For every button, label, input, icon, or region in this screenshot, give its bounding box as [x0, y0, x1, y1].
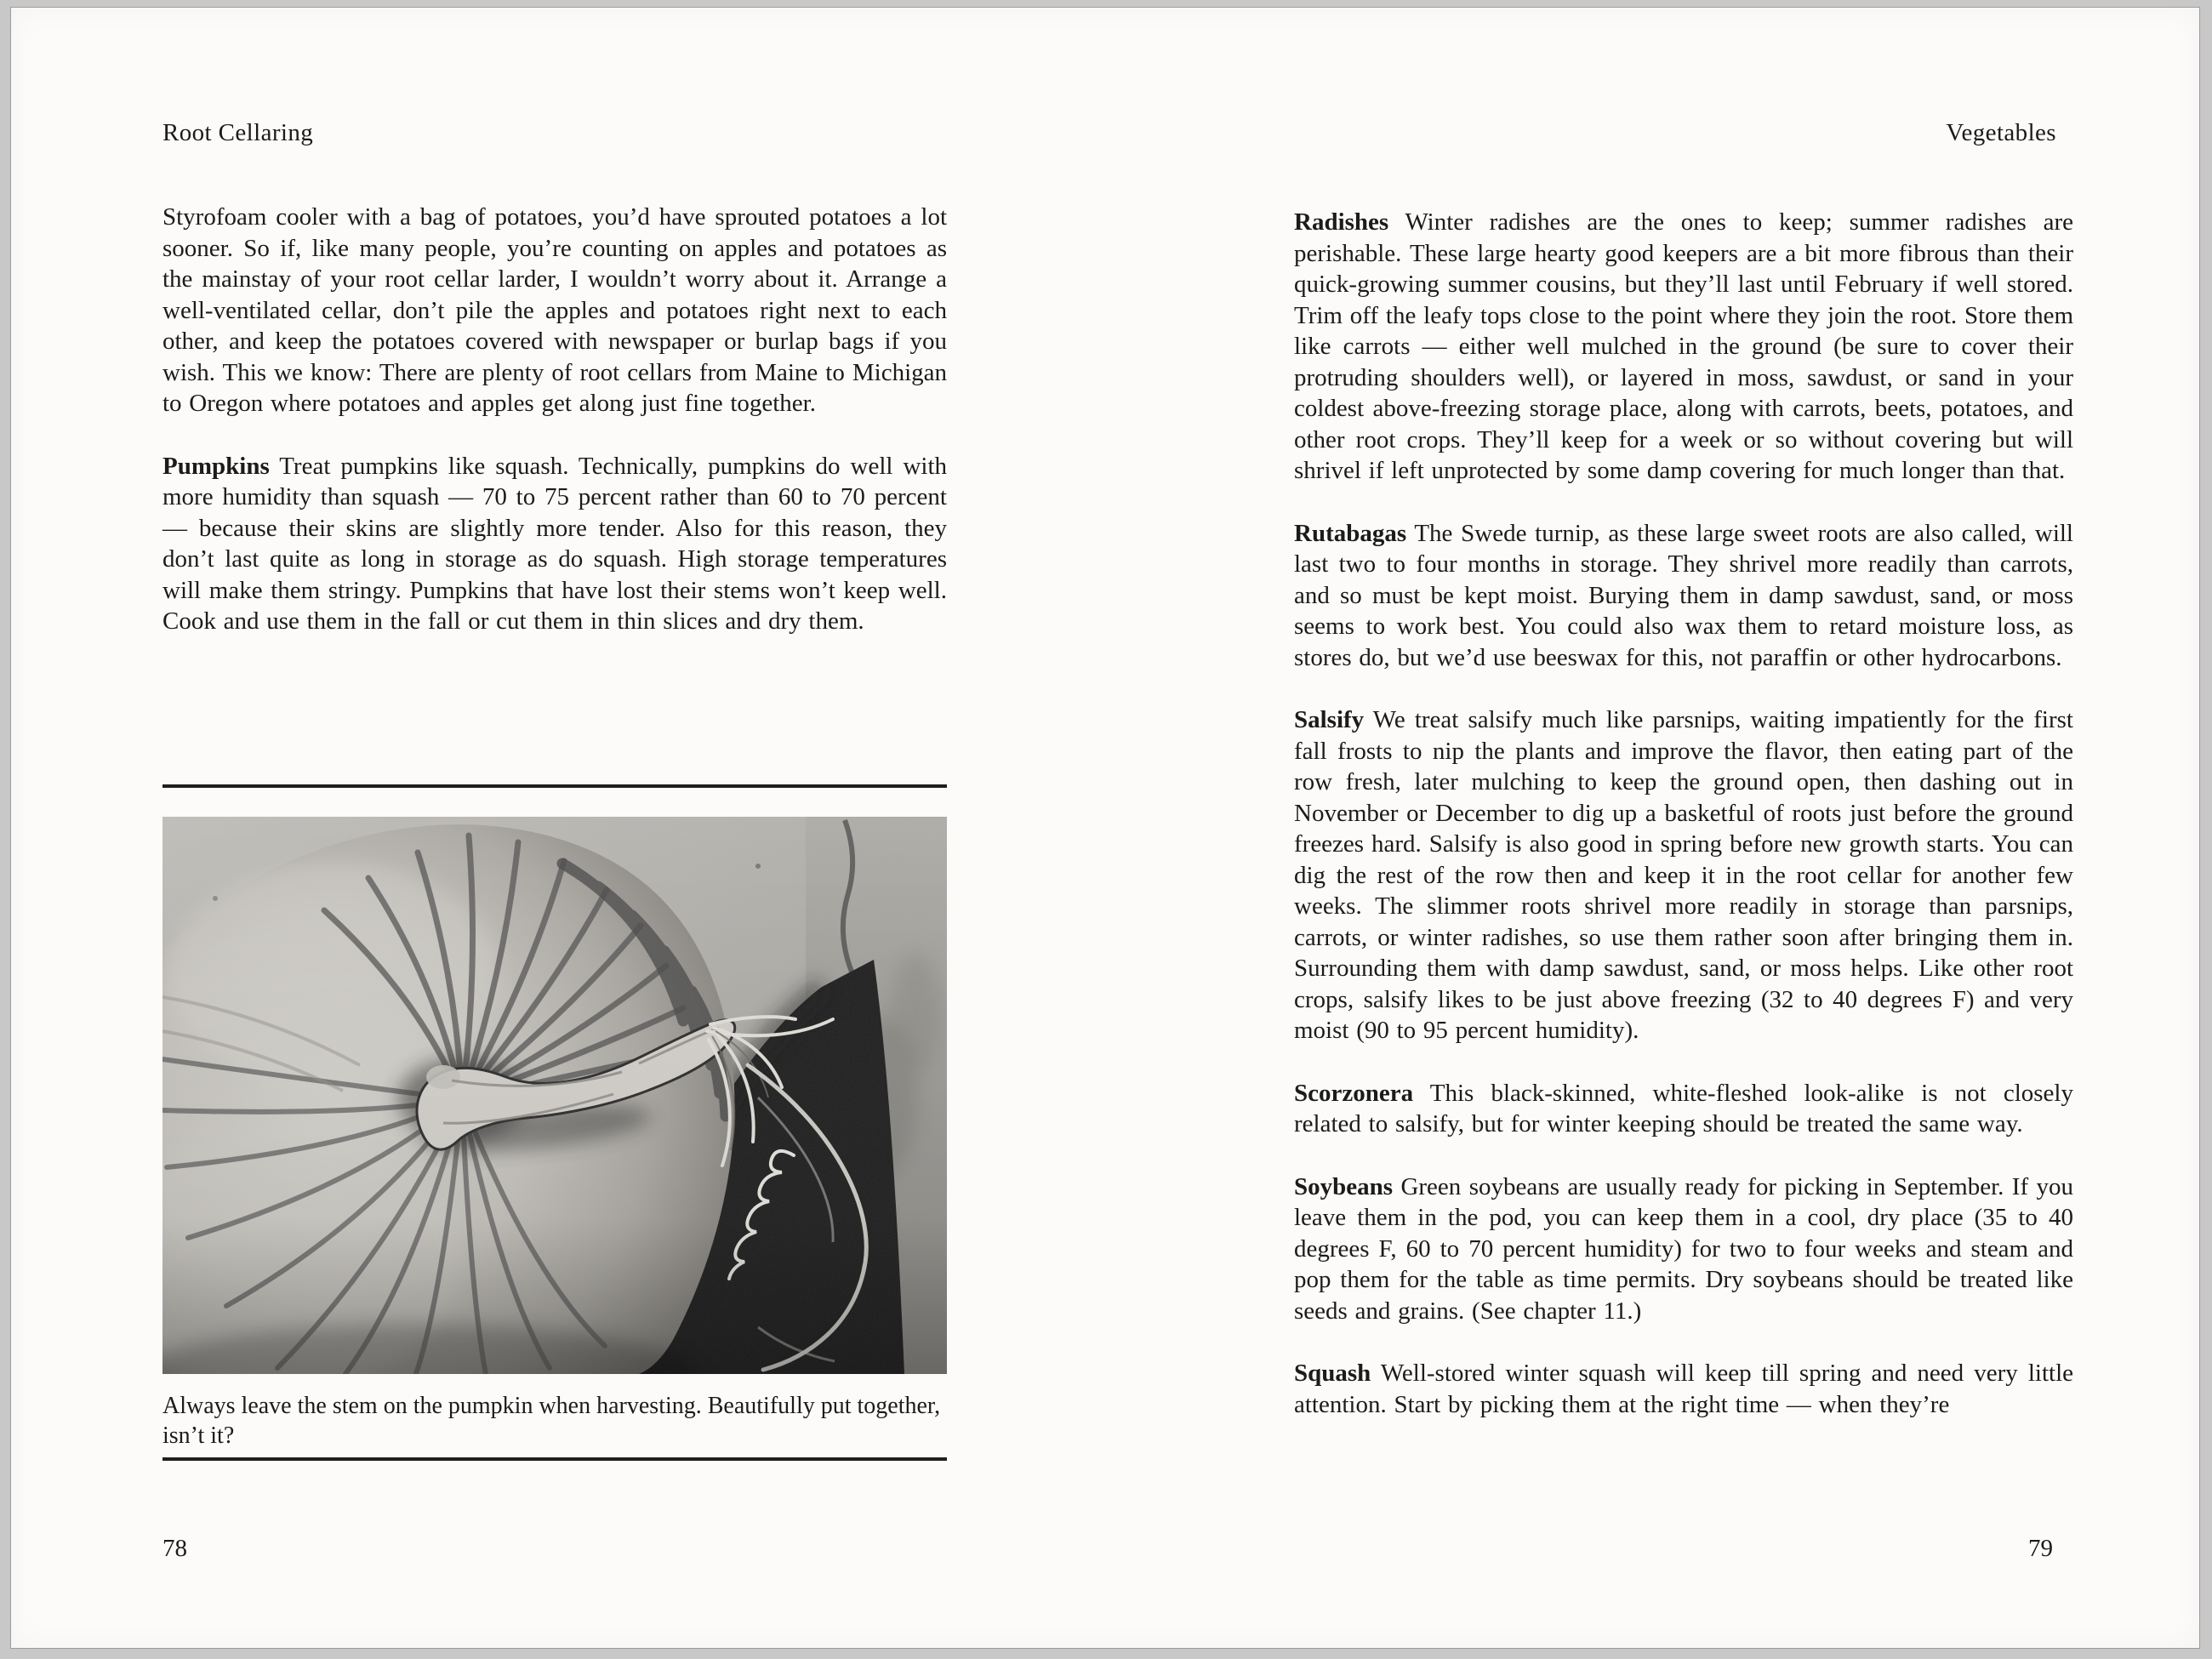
entry-term: Scorzonera	[1294, 1079, 1414, 1107]
entry-text: Well-stored winter squash will keep till spring and need very little attention. Start by picking them at the right time — when they’re	[1294, 1360, 2073, 1418]
left-text-column	[162, 202, 947, 669]
entry-text: Winter radishes are the ones to keep; summer radishes are perishable. These large hearty good keepers are a bit more fibrous than their quick-growing summer cousins, but they’ll last until February if well stored. Trim off the leafy tops close to the point where they join the root. Store them like carrots — either well mulched in the ground (be sure to cover their protruding shoulders well), or layered in moss, sawdust, or sand in your coldest above-freezing storage place, along with carrots, beets, potatoes, and other root crops. They’ll keep for a week or so without covering but will shrivel if left unprotected by some damp covering for much longer than that.	[1294, 208, 2073, 484]
entry-rutabagas	[1294, 518, 2073, 674]
entry-squash	[1294, 1358, 2073, 1420]
page-right	[1294, 8, 2073, 1648]
running-head-right: Vegetables	[1946, 119, 2056, 146]
running-head-left: Root Cellaring	[162, 119, 314, 146]
entry-term: Squash	[1294, 1360, 1371, 1387]
entry-pumpkins	[162, 451, 947, 637]
entry-salsify	[1294, 704, 2073, 1046]
page-number-left: 78	[162, 1535, 187, 1562]
entry-text: Green soybeans are usually ready for picking in September. If you leave them in the pod, you can keep them in a cool, dry place (35 to 40 degrees F, 60 to 70 percent humidity) for two to four weeks and steam and pop them for the table as time permits. Dry soybeans should be treated like seeds and grains. (See chapter 11.)	[1294, 1172, 2073, 1325]
photo-bottom-rule	[162, 1457, 947, 1461]
pumpkin-photo-illustration	[162, 817, 947, 1374]
page-number-right: 79	[2028, 1535, 2053, 1562]
entry-text: We treat salsify much like parsnips, waiting impatiently for the first fall frosts to nip the plants and improve the flavor, then eating part of the row fresh, later mulching to keep the ground open, then dashing out in November or December to dig up a basketful of roots just before the ground freezes hard. Salsify is also good in spring before new growth starts. You can dig the rest of the row then and keep it in the root cellar for another few weeks. The slimmer roots shrivel more readily in storage than parsnips, carrots, or winter radishes, so use them rather soon after bringing them in. Surrounding them with damp sawdust, sand, or moss helps. Like other root crops, salsify likes to be just above freezing (32 to 40 degrees F) and very moist (90 to 95 percent humidity).	[1294, 706, 2073, 1044]
right-text-column	[1294, 207, 2073, 1451]
entry-text: The Swede turnip, as these large sweet roots are also called, will last two to four months in storage. They shrivel more readily than carrots, and so must be kept moist. Burying them in damp sawdust, sand, or moss seems to work best. You could also wax them to retard moisture loss, as stores do, but we’d use beeswax for this, not paraffin or other hydrocarbons.	[1294, 519, 2073, 671]
entry-term: Salsify	[1294, 706, 1365, 733]
photo-caption: Always leave the stem on the pumpkin when harvesting. Beautifully put together, isn’t it?	[162, 1393, 941, 1449]
entry-term: Rutabagas	[1294, 519, 1407, 547]
entry-term: Pumpkins	[162, 452, 270, 480]
entry-term: Radishes	[1294, 208, 1389, 236]
entry-scorzonera	[1294, 1078, 2073, 1140]
entry-radishes	[1294, 207, 2073, 487]
entry-term: Soybeans	[1294, 1172, 1394, 1200]
entry-text: This black-skinned, white-fleshed look-alike is not closely related to salsify, but for winter keeping should be treated the same way.	[1294, 1079, 2073, 1137]
paragraph-continued	[162, 202, 947, 419]
paragraph-continued-text: Styrofoam cooler with a bag of potatoes, you’d have sprouted potatoes a lot sooner. So if, like many people, you’re counting on apples and potatoes as the mainstay of your root cellar larder, I wouldn’t worry about it. Arrange a well-ventilated cellar, don’t pile the apples and potatoes right next to each other, and keep the potatoes covered with newspaper or burlap bags if you wish. This we know: There are plenty of root cellars from Maine to Michigan to Oregon where potatoes and apples get along just fine together.	[162, 203, 947, 417]
book-spread	[10, 7, 2200, 1649]
page-left	[162, 8, 947, 1648]
photo-top-rule	[162, 784, 947, 788]
entry-text: Treat pumpkins like squash. Technically, pumpkins do well with more humidity than squash — 70 to 75 percent rather than 60 to 70 percent — because their skins are slightly more tender. Also for this reason, they don’t last quite as long in storage as do squash. High storage temperatures will make them stringy. Pumpkins that have lost their stems won’t keep well. Cook and use them in the fall or cut them in thin slices and dry them.	[162, 452, 947, 635]
pumpkin-photo	[162, 817, 947, 1374]
entry-soybeans	[1294, 1172, 2073, 1327]
